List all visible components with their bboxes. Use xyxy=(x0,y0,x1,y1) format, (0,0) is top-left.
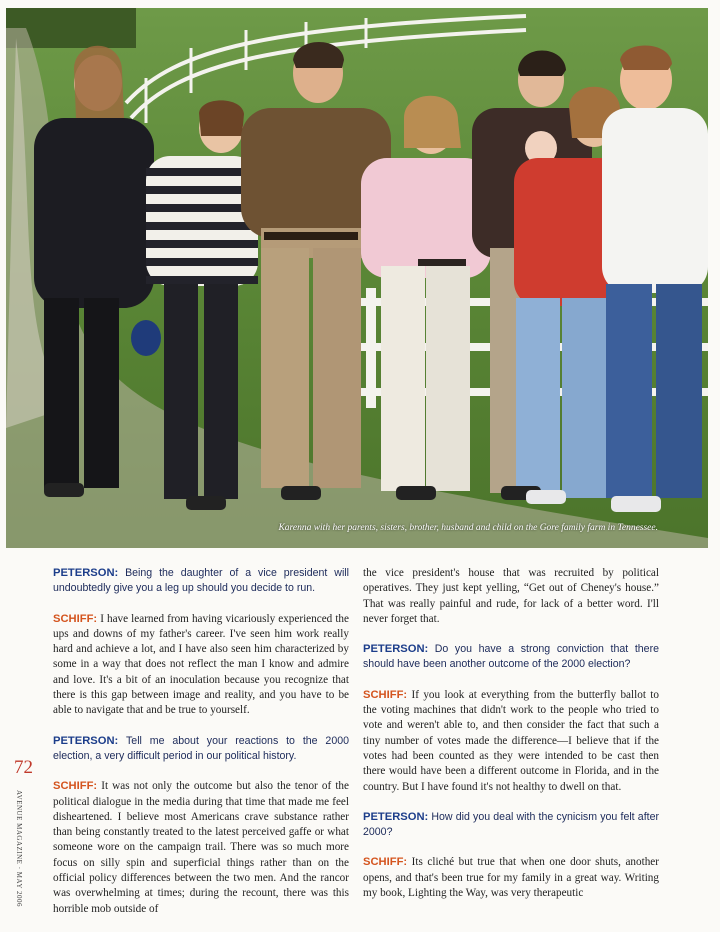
interview-question xyxy=(53,566,349,597)
answer-text: If you look at everything from the butterfly ballot to the voting machines that didn't work to the people who tried to vote and weren't able to, and then consider the fact that such a tiny number of votes made the difference—I believe that if the votes had been counted as they were intended to be cast then there would have been a different outcome in Florida, and in the country. But I have found it's not healthy to dwell on that. xyxy=(363,688,660,793)
question-text: How did you deal with the cynicism you felt after 2000? xyxy=(363,810,660,839)
speaker-label: SCHIFF: xyxy=(53,612,98,625)
answer-text: Its cliché but true that when one door shuts, another opens, and that's been true for my family in a great way. Writing my book, Lighting the Way, was very therapeutic xyxy=(363,856,659,900)
speaker-label: SCHIFF: xyxy=(363,856,408,869)
interview-answer xyxy=(363,855,659,901)
left-column xyxy=(53,566,349,932)
answer-text: It was not only the outcome but also the tenor of the political dialogue in the media during that time that made me feel disheartened. I believe most Americans crave substance rather than being constantly treated to the latest perceived gaffe or what someone wore on the campaign trail. There was so much more focus on silly spin and superficial things rather than on the official policy differences between the two men. And the rancor was overwhelming at times; during the recount, there was this horrible mob outside of xyxy=(53,780,349,915)
answer-text: I have learned from having vicariously experienced the ups and downs of my father's career. I've seen him work really hard and achieve a lot, and I have also seen him characterized by some in a way that does not reflect the man I know and admire and love. It's a bit of an inoculation because you recognize that there is this gap between image and reality, and you have to be able to navigate that and be true to yourself. xyxy=(53,612,349,717)
photo-caption: Karenna with her parents, sisters, brother, husband and child on the Gore family farm in Tennessee. xyxy=(278,523,658,533)
speaker-label: SCHIFF: xyxy=(363,688,408,701)
interview-answer xyxy=(53,612,349,719)
interview-question xyxy=(363,810,659,841)
speaker-label: PETERSON: xyxy=(53,734,119,747)
speaker-label: PETERSON: xyxy=(53,567,119,579)
interview-question xyxy=(53,734,349,765)
running-head: AVENUE MAGAZINE · MAY 2006 xyxy=(15,790,23,907)
family-photo xyxy=(6,8,708,548)
question-text: Do you have a strong conviction that there should have been another outcome of the 2000 election? xyxy=(363,643,659,671)
interview-answer xyxy=(363,688,659,795)
interview-answer-continued xyxy=(363,566,659,627)
page-number: 72 xyxy=(14,757,33,778)
question-text: Tell me about your reactions to the 2000 election, a very difficult period in our political history. xyxy=(53,734,349,762)
question-text: Being the daughter of a vice president will undoubtedly give you a leg up should you decide to run. xyxy=(53,567,350,595)
interview-question xyxy=(363,642,659,673)
answer-text: the vice president's house that was recruited by political operatives. They just kept yelling, “Get out of Cheney's house.” That was really painful and rude, for lack of a better word. I'll never forget that. xyxy=(363,567,659,625)
interview-answer xyxy=(53,779,349,917)
speaker-label: PETERSON: xyxy=(363,643,429,656)
right-column xyxy=(363,566,659,916)
speaker-label: SCHIFF: xyxy=(53,780,98,793)
speaker-label: PETERSON: xyxy=(363,810,429,823)
